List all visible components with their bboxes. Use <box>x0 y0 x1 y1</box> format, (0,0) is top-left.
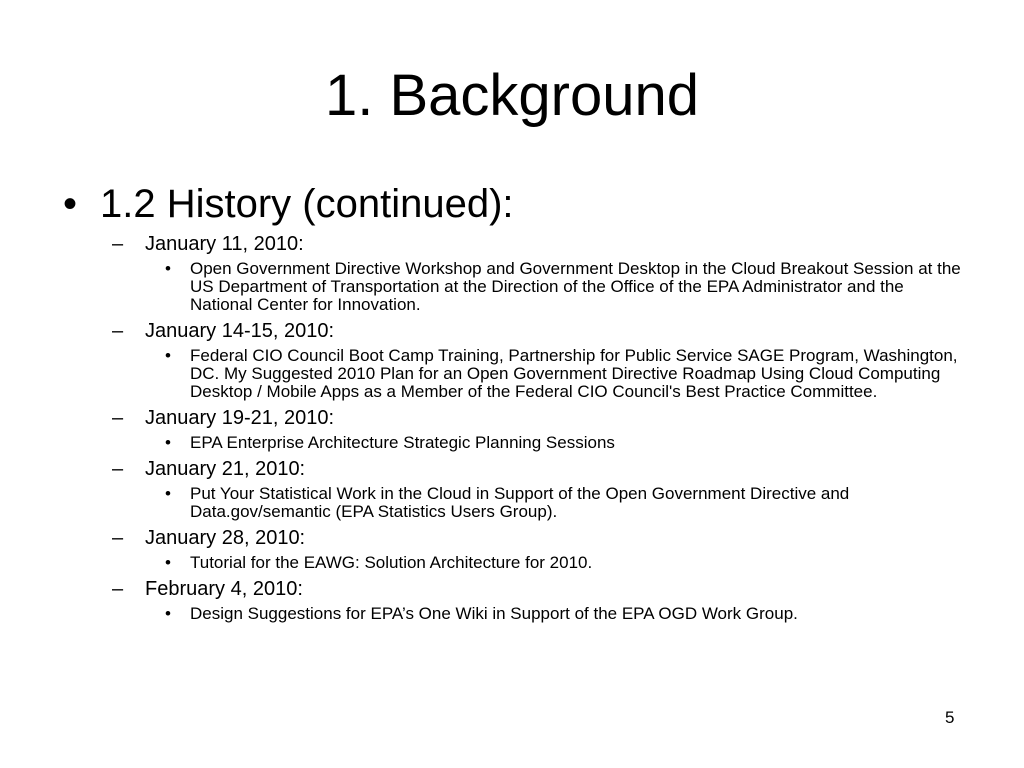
entry-date <box>60 457 970 481</box>
history-entry <box>60 526 970 572</box>
entry-detail-text: EPA Enterprise Architecture Strategic Planning Sessions <box>190 433 615 452</box>
dash-icon: – <box>112 527 124 549</box>
history-entry <box>60 406 970 452</box>
history-entry <box>60 319 970 401</box>
entry-detail <box>60 260 970 314</box>
history-entry <box>60 577 970 623</box>
page-number: 5 <box>945 708 955 727</box>
dash-icon: – <box>112 578 124 600</box>
entry-date-text: February 4, 2010: <box>145 578 303 600</box>
section-heading-text: 1.2 History (continued): <box>100 182 514 226</box>
bullet-icon: • <box>63 182 78 226</box>
bullet-icon: • <box>165 553 171 572</box>
entry-detail <box>60 347 970 401</box>
dash-icon: – <box>112 458 124 480</box>
entry-detail-text: Federal CIO Council Boot Camp Training, Partnership for Public Service SAGE Program, Washington, DC. My Suggested 2010 Plan for an Open Government Directive Roadmap Using Cloud Computing Desktop / Mobile Apps as a Member of the Federal CIO Council's Best Practice Committee. <box>190 346 958 401</box>
section-heading <box>60 178 970 230</box>
entry-detail-text: Design Suggestions for EPA’s One Wiki in Support of the EPA OGD Work Group. <box>190 604 798 623</box>
entry-detail-text: Open Government Directive Workshop and Government Desktop in the Cloud Breakout Session at the US Department of Transportation at the Direction of the Office of the EPA Administrator and the National Center for Innovation. <box>190 259 961 314</box>
entry-detail-text: Put Your Statistical Work in the Cloud in Support of the Open Government Directive and Data.gov/semantic (EPA Statistics Users Group). <box>190 484 850 521</box>
entry-date <box>60 577 970 601</box>
entry-date <box>60 406 970 430</box>
history-entry <box>60 457 970 521</box>
entry-date-text: January 28, 2010: <box>145 527 306 549</box>
entry-detail <box>60 434 970 452</box>
entry-date <box>60 526 970 550</box>
entry-date-text: January 21, 2010: <box>145 458 306 480</box>
entry-date-text: January 11, 2010: <box>145 233 304 255</box>
dash-icon: – <box>112 233 124 255</box>
slide-title: 1. Background <box>324 63 700 128</box>
entry-date-text: January 19-21, 2010: <box>145 407 335 429</box>
entry-detail <box>60 485 970 521</box>
bullet-icon: • <box>165 346 171 365</box>
entry-detail <box>60 605 970 623</box>
entry-date <box>60 232 970 256</box>
dash-icon: – <box>112 407 124 429</box>
bullet-icon: • <box>165 604 171 623</box>
bullet-icon: • <box>165 433 171 452</box>
dash-icon: – <box>112 320 124 342</box>
entry-detail-text: Tutorial for the EAWG: Solution Architecture for 2010. <box>190 553 593 572</box>
entry-date <box>60 319 970 343</box>
bullet-icon: • <box>165 484 171 503</box>
history-entries <box>60 232 970 623</box>
entry-date-text: January 14-15, 2010: <box>145 320 335 342</box>
history-entry <box>60 232 970 314</box>
entry-detail <box>60 554 970 572</box>
bullet-icon: • <box>165 259 171 278</box>
slide-body <box>60 178 970 628</box>
